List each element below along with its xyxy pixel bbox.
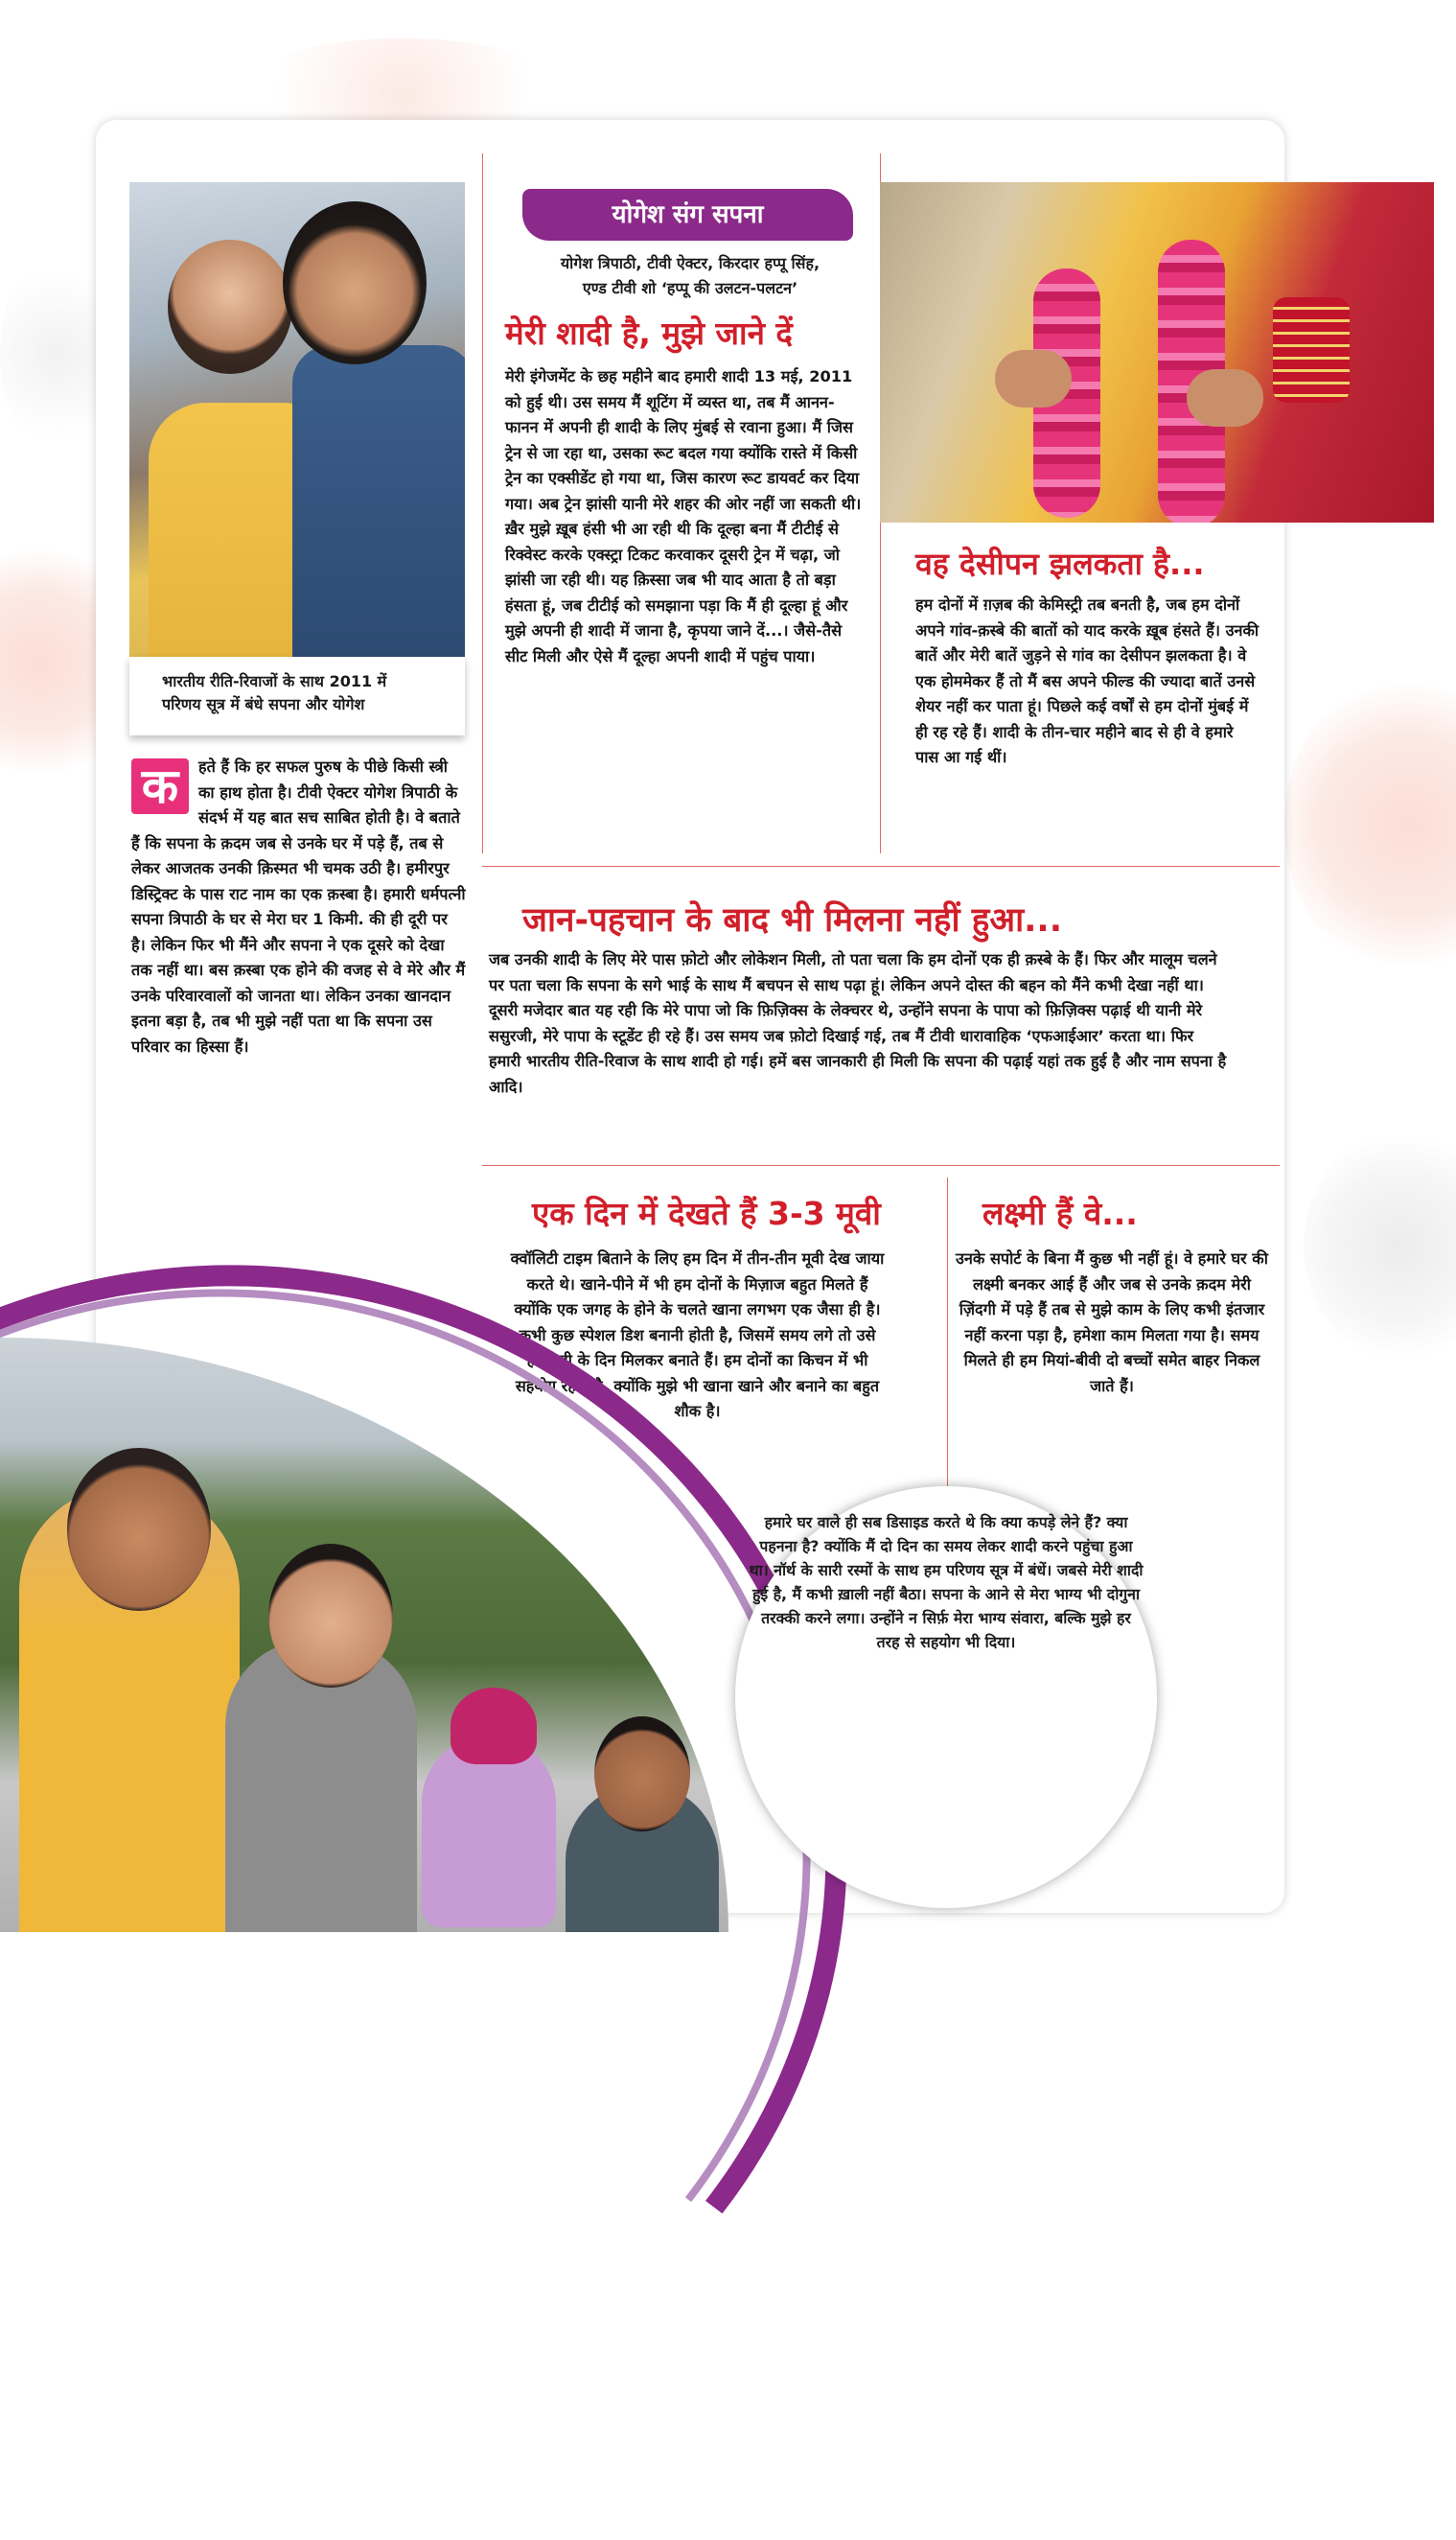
section-heading: वह देसीपन झलकता है... xyxy=(915,546,1205,582)
section-heading: लक्ष्मी हैं वे... xyxy=(982,1195,1138,1232)
wedding-garland-photo xyxy=(880,182,1434,523)
byline-line2: एण्ड टीवी शो ‘हप्पू की उलटन-पलटन’ xyxy=(582,279,798,297)
feature-title: योगेश संग सपना xyxy=(522,189,853,241)
photo-caption-line1: भारतीय रीति-रिवाजों के साथ 2011 में xyxy=(162,672,387,690)
couple-photo xyxy=(129,182,465,657)
section-heading: जान-पहचान के बाद भी मिलना नहीं हुआ... xyxy=(522,901,1062,940)
byline-line1: योगेश त्रिपाठी, टीवी ऐक्टर, किरदार हप्पू सिंह, xyxy=(560,254,820,272)
row-divider xyxy=(482,1165,1280,1166)
section-body: उनके सपोर्ट के बिना मैं कुछ भी नहीं हूं। वे हमारे घर की लक्ष्मी बनकर आई हैं और जब से उनके क़दम मेरी ज़िंदगी में पड़े हैं तब से मुझे काम के लिए कभी इंतजार नहीं करना पड़ा है, हमेशा काम मिलता गया है। समय मिलते ही हम मियां-बीवी दो बच्चों समेत बाहर निकल जाते हैं। xyxy=(956,1249,1268,1395)
section-heading: मेरी शादी है, मुझे जाने दें xyxy=(505,315,793,352)
section-body: हम दोनों में ग़ज़ब की केमिस्ट्री तब बनती है, जब हम दोनों अपने गांव-क़स्बे की बातों को याद करके ख़ूब हंसते हैं। उनकी बातें और मेरी बातें जुड़ने से गांव का देसीपन झलकता है। वे एक होममेकर हैं तो मैं बस अपने फील्ड की ज्यादा बातें उनसे शेयर नहीं कर पाता हूं। पिछले कई वर्षों से हम दोनों मुंबई में ही रह रहे हैं। शादी के तीन-चार महीने बाद से ही वे हमारे पास आ गई थीं। xyxy=(915,595,1260,766)
pull-quote: हमारे घर वाले ही सब डिसाइड करते थे कि क्या कपड़े लेने हैं? क्या पहनना है? क्योंकि मैं दो दिन का समय लेकर शादी करने पहुंचा हुआ था। नॉर्थ के सारी रस्मों के साथ हम परिणय सूत्र में बंधें। जबसे मेरी शादी हुई है, मैं कभी ख़ाली नहीं बैठा। सपना के आने से मेरा भाग्य भी दोगुना तरक्की करने लगा। उन्होंने न सिर्फ़ मेरा भाग्य संवारा, बल्कि मुझे हर तरह से सहयोग भी दिया। xyxy=(749,1513,1144,1651)
drop-cap: क xyxy=(131,758,189,814)
row-divider xyxy=(482,866,1280,867)
byline xyxy=(503,251,877,301)
section-body: क्वॉलिटी टाइम बिताने के लिए हम दिन में तीन-तीन मूवी देख जाया करते थे। खाने-पीने में भी हम दोनों के मिज़ाज बहुत मिलते हैं क्योंकि एक जगह के होने के चलते खाना लगभग एक जैसा ही है। कभी कुछ स्पेशल डिश बनानी होती है, जिसमें समय लगे तो उसे हम छुट्टी के दिन मिलकर बनाते हैं। हम दोनों का किचन में भी सहयोग रहता है, क्योंकि मुझे भी खाना खाने और बनाने का बहुत शौक है। xyxy=(510,1249,885,1420)
watercolor-flower-decoration xyxy=(1304,1131,1456,1362)
section-heading: एक दिन में देखते हैं 3-3 मूवी xyxy=(532,1195,881,1232)
photo-caption xyxy=(129,657,465,735)
column-divider xyxy=(482,153,483,853)
section-body: जब उनकी शादी के लिए मेरे पास फ़ोटो और लोकेशन मिली, तो पता चला कि हम दोनों एक ही क़स्बे के हैं। फिर और मालूम चलने पर पता चला कि सपना के सगे भाई के साथ मैं बचपन से साथ पढ़ा हूं। लेकिन अपने दोस्त की बहन को मैंने कभी देखा नहीं था। दूसरी मजेदार बात यह रही कि मेरे पापा जो कि फ़िज़िक्स के लेक्चरर थे, उन्होंने सपना के पापा को फ़िज़िक्स पढ़ाई थी यानी मेरे ससुरजी, मेरे पापा के स्टूडेंट ही रहे हैं। उस समय जब फ़ोटो दिखाई गई, तब मैं टीवी धारावाहिक ‘एफआईआर’ करता था। फिर हमारी भारतीय रीति-रिवाज के साथ शादी हो गई। हमें बस जानकारी ही मिली कि सपना की पढ़ाई यहां तक हुई है और नाम सपना है आदि। xyxy=(489,950,1227,1096)
photo-caption-line2: परिणय सूत्र में बंधे सपना और योगेश xyxy=(162,695,365,713)
watercolor-flower-decoration xyxy=(1284,671,1456,978)
section-body: मेरी इंगेजमेंट के छह महीने बाद हमारी शादी 13 मई, 2011 को हुई थी। उस समय मैं शूटिंग में व्यस्त था, तब मैं आनन-फानन में अपनी ही शादी के लिए मुंबई से रवाना हुआ। मैं जिस ट्रेन से जा रहा था, उसका रूट बदल गया क्योंकि रास्ते में किसी ट्रेन का एक्सीडेंट हो गया था, जिस कारण रूट डायवर्ट कर दिया गया। अब ट्रेन झांसी यानी मेरे शहर की ओर नहीं जा सकती थी। ख़ैर मुझे ख़ूब हंसी भी आ रही थी कि दूल्हा बना मैं टीटीई से रिक्वेस्ट करके एक्स्ट्रा टिकट करवाकर दूसरी ट्रेन में चढ़ा, जो झांसी जा रही थी। यह क़िस्सा जब भी याद आता है तो बड़ा हंसता हूं, जब टीटीई को समझाना पड़ा कि मैं ही दूल्हा हूं और मुझे अपनी ही शादी में जाना है, कृपया जाने दें...। जैसे-तैसे सीट मिली और ऐसे मैं दूल्हा अपनी शादी में पहुंच पाया। xyxy=(505,367,862,665)
intro-text xyxy=(131,755,467,1060)
intro-body: हते हैं कि हर सफल पुरुष के पीछे किसी स्त्री का हाथ होता है। टीवी ऐक्टर योगेश त्रिपाठी के संदर्भ में यह बात सच साबित होती है। वे बताते हैं कि सपना के क़दम जब से उनके घर में पड़े हैं, तब से लेकर आजतक उनकी क़िस्मत भी चमक उठी है। हमीरपुर डिस्ट्रिक्ट के पास राट नाम का एक क़स्बा है। हमारी धर्मपत्नी सपना त्रिपाठी के घर से मेरा घर 1 किमी. की ही दूरी पर है। लेकिन फिर भी मैंने और सपना ने एक दूसरे को देखा तक नहीं था। बस क़स्बा एक होने की वजह से वे मेरे और मैं उनके परिवारवालों को जानता था। लेकिन उनका खानदान इतना बड़ा है, तब भी मुझे नहीं पता था कि सपना उस परिवार का हिस्सा हैं। xyxy=(131,757,466,1056)
column-divider xyxy=(947,1177,948,1494)
